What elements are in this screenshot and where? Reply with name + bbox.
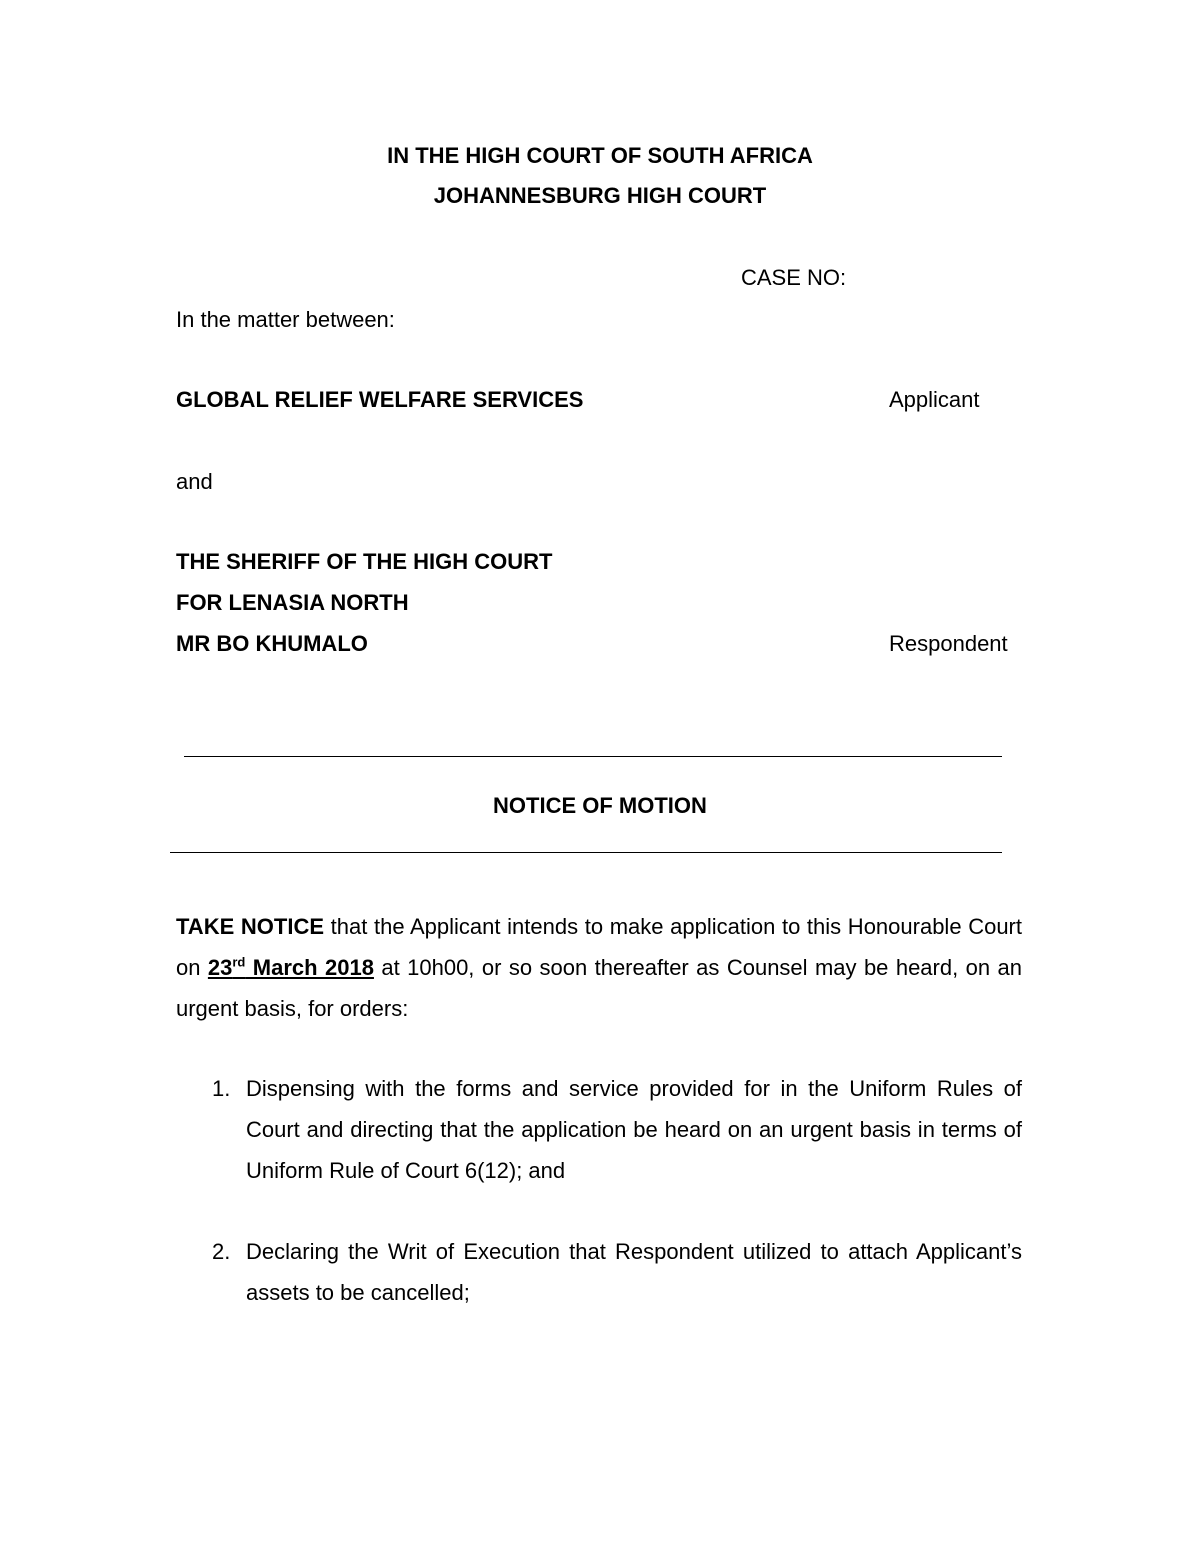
applicant-name: GLOBAL RELIEF WELFARE SERVICES <box>176 387 584 412</box>
applicant-role: Applicant <box>889 387 980 412</box>
respondent-line-2: FOR LENASIA NORTH <box>176 590 409 615</box>
order-text: Declaring the Writ of Execution that Respondent utilized to attach Applicant’s assets to be cancelled; <box>246 1239 1022 1305</box>
respondent-line-1: THE SHERIFF OF THE HIGH COURT <box>176 549 553 574</box>
matter-intro: In the matter between: <box>176 307 395 332</box>
court-division: JOHANNESBURG HIGH COURT <box>433 183 767 208</box>
document-title: NOTICE OF MOTION <box>493 793 707 818</box>
respondent-line-3: MR BO KHUMALO <box>176 631 368 656</box>
order-number: 2. <box>212 1239 231 1264</box>
case-number-label: CASE NO: <box>741 265 847 290</box>
order-text: Dispensing with the forms and service provided for in the Uniform Rules of Court and directing that the application be heard on an urgent basis in terms of Uniform Rule of Court 6(12); and <box>246 1076 1022 1183</box>
hearing-date-day: 23 <box>207 955 233 980</box>
conjunction: and <box>176 469 213 494</box>
title-rule-bottom <box>170 852 1002 853</box>
order-number: 1. <box>212 1076 231 1101</box>
notice-lead: TAKE NOTICE <box>176 914 325 939</box>
hearing-date-rest: March 2018 <box>245 955 374 980</box>
hearing-date <box>208 955 374 980</box>
respondent-role: Respondent <box>889 631 1008 656</box>
notice-paragraph <box>176 906 1022 1029</box>
notice-text-1: that the Applicant intends to make application to this Honourable Court on <box>176 914 1022 980</box>
court-name: IN THE HIGH COURT OF SOUTH AFRICA <box>387 143 813 168</box>
title-rule-top <box>184 756 1002 757</box>
notice-text-2: at 10h00, or so soon thereafter as Counsel may be heard, on an urgent basis, for orders: <box>176 955 1022 1021</box>
hearing-date-suffix: rd <box>232 954 246 970</box>
